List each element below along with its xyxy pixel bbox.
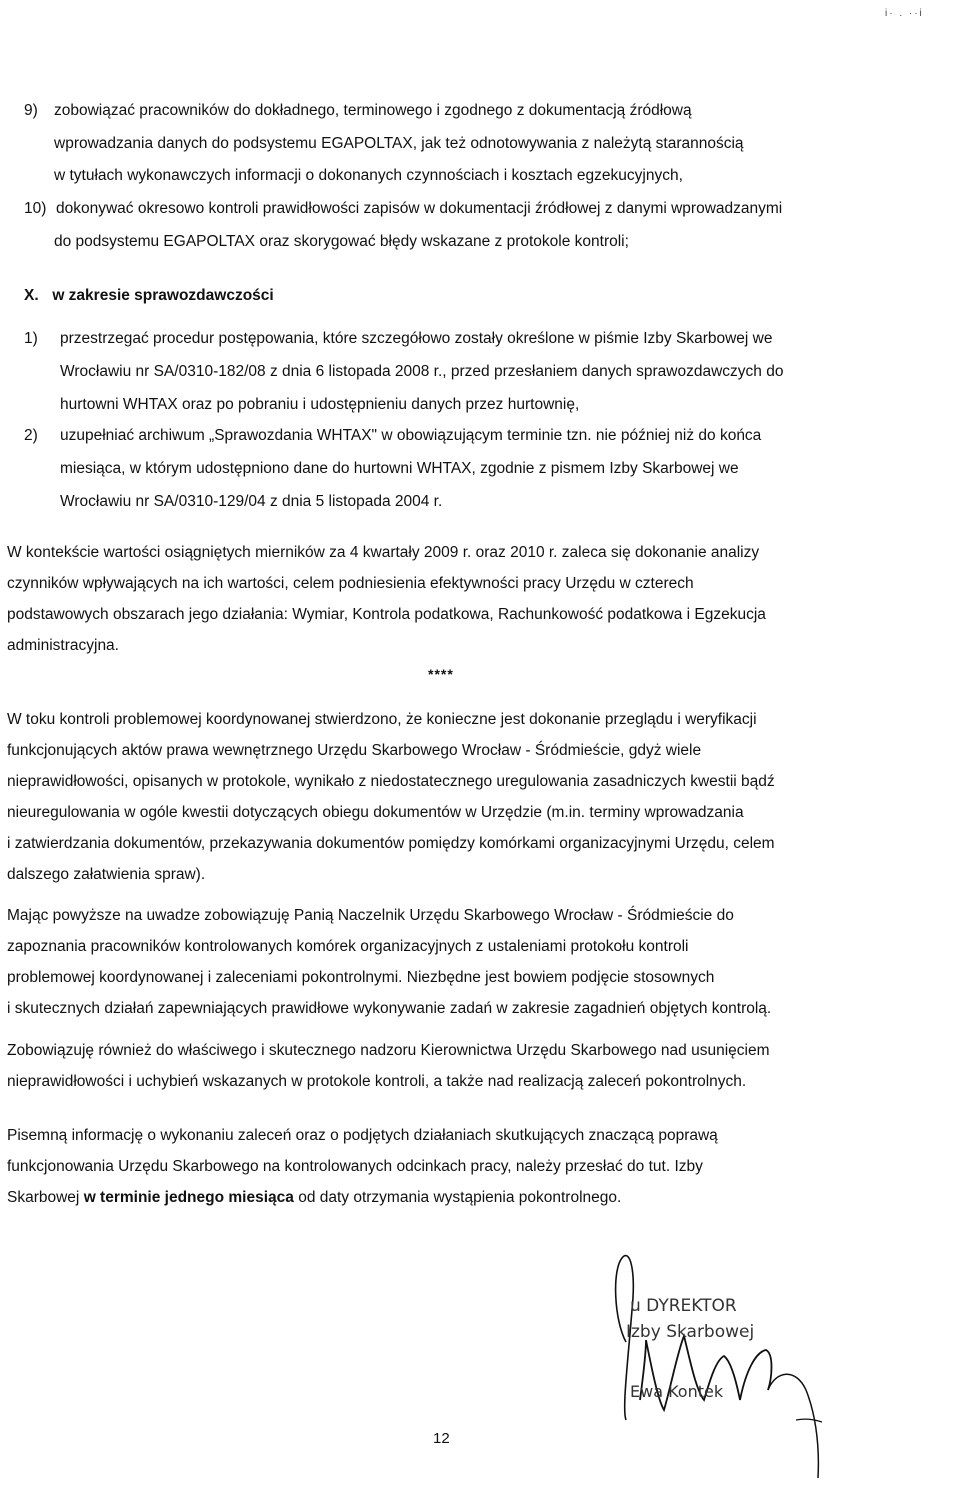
deadline-emphasis: w terminie jednego miesiąca [83, 1189, 294, 1206]
list-item-2 [24, 419, 900, 518]
section-heading [24, 280, 274, 312]
text-line: Wrocławiu nr SA/0310-129/04 z dnia 5 listopada 2004 r. [60, 493, 443, 510]
text-line: i zatwierdzania dokumentów, przekazywania dokumentów pomiędzy komórkami organizacyjnymi Urzędu, celem [7, 835, 775, 852]
text-line: dalszego załatwienia spraw). [7, 866, 206, 883]
text-line: zobowiązać pracowników do dokładnego, terminowego i zgodnego z dokumentacją źródłową [54, 102, 692, 119]
paragraph-findings [7, 704, 897, 890]
text-line: W kontekście wartości osiągniętych mierników za 4 kwartały 2009 r. oraz 2010 r. zaleca się dokonanie analizy [7, 544, 760, 561]
text-line: Zobowiązuję również do właściwego i skutecznego nadzoru Kierownictwa Urzędu Skarbowego nad usunięciem [7, 1042, 770, 1059]
list-item-9 [24, 95, 900, 193]
text-line: problemowej koordynowanej i zaleceniami pokontrolnymi. Niezbędne jest bowiem podjęcie stosownych [7, 969, 715, 986]
paragraph-deadline [7, 1120, 897, 1213]
text-span: Skarbowej [7, 1189, 84, 1206]
text-line: przestrzegać procedur postępowania, które szczegółowo zostały określone w piśmie Izby Skarbowej we [60, 330, 773, 347]
handwritten-signature [600, 1250, 840, 1480]
list-item-1 [24, 322, 900, 421]
text-line: uzupełniać archiwum „Sprawozdania WHTAX" w obowiązującym terminie tzn. nie później niż do końca [60, 427, 762, 444]
text-line: hurtowni WHTAX oraz po pobraniu i udostępnieniu danych przez hurtownię, [60, 396, 580, 413]
text-line: czynników wpływających na ich wartości, celem podniesienia efektywności pracy Urzędu w czterech [7, 575, 694, 592]
text-line: Pisemną informację o wykonaniu zaleceń oraz o podjętych działaniach skutkujących znaczącą poprawą [7, 1127, 718, 1144]
text-line: w tytułach wykonawczych informacji o dokonanych czynnościach i kosztach egzekucyjnych, [54, 167, 683, 184]
section-number: X. [24, 287, 39, 304]
list-number: 9) [24, 102, 38, 119]
text-line: funkcjonowania Urzędu Skarbowego na kontrolowanych odcinkach pracy, należy przesłać do tut. Izby [7, 1158, 703, 1175]
stamp-institution: Izby Skarbowej [626, 1322, 755, 1342]
list-number: 10) [24, 200, 47, 217]
list-item-10 [24, 193, 900, 258]
list-number: 1) [24, 330, 38, 347]
text-line: nieuregulowania w ogóle kwestii dotyczących obiegu dokumentów w Urzędzie (m.in. terminy wprowadzania [7, 804, 744, 821]
text-line: do podsystemu EGAPOLTAX oraz skorygować błędy wskazane z protokole kontroli; [54, 232, 629, 250]
paragraph-context [7, 537, 897, 661]
separator: **** [428, 666, 454, 682]
text-line: dokonywać okresowo kontroli prawidłowości zapisów w dokumentacji źródłowej z danymi wprowadzanymi [56, 200, 783, 217]
text-line: W toku kontroli problemowej koordynowanej stwierdzono, że konieczne jest dokonanie przeglądu i weryfikacji [7, 711, 757, 728]
section-title: w zakresie sprawozdawczości [52, 287, 274, 304]
text-line: administracyjna. [7, 637, 119, 654]
page-number: 12 [433, 1430, 450, 1447]
signature-stamp [600, 1250, 840, 1480]
stamp-title: u DYREKTOR [630, 1296, 737, 1316]
text-line: wprowadzania danych do podsystemu EGAPOLTAX, jak też odnotowywania z należytą starannością [54, 134, 744, 152]
text-span: od daty otrzymania wystąpienia pokontrolnego. [293, 1189, 622, 1206]
text-line: funkcjonujących aktów prawa wewnętrznego Urzędu Skarbowego Wrocław - Śródmieście, gdyż wiele [7, 742, 702, 759]
stamp-name: Ewa Kontek [630, 1382, 724, 1401]
text-line [7, 1182, 897, 1213]
text-line: Mając powyższe na uwadze zobowiązuję Panią Naczelnik Urzędu Skarbowego Wrocław - Śródmieście do [7, 907, 734, 924]
text-line: zapoznania pracowników kontrolowanych komórek organizacyjnych z ustaleniami protokołu kontroli [7, 938, 689, 955]
text-line: podstawowych obszarach jego działania: Wymiar, Kontrola podatkowa, Rachunkowość podatkowa i Egzekucja [7, 606, 766, 623]
text-line: nieprawidłowości i uchybień wskazanych w protokole kontroli, a także nad realizacją zaleceń pokontrolnych. [7, 1073, 747, 1090]
scan-corner-mark: i· . ··i [885, 8, 924, 19]
paragraph-obligation [7, 900, 897, 1024]
paragraph-supervision [7, 1035, 897, 1097]
text-line: miesiąca, w którym udostępniono dane do hurtowni WHTAX, zgodnie z pismem Izby Skarbowej we [60, 460, 739, 477]
text-line: nieprawidłowości, opisanych w protokole, wynikało z niedostatecznego uregulowania zasadniczych kwestii bądź [7, 773, 775, 790]
text-line: i skutecznych działań zapewniających prawidłowe wykonywanie zadań w zakresie zagadnień objętych kontrolą. [7, 1000, 772, 1017]
text-line: Wrocławiu nr SA/0310-182/08 z dnia 6 listopada 2008 r., przed przesłaniem danych sprawozdawczych do [60, 363, 784, 380]
list-number: 2) [24, 427, 38, 444]
